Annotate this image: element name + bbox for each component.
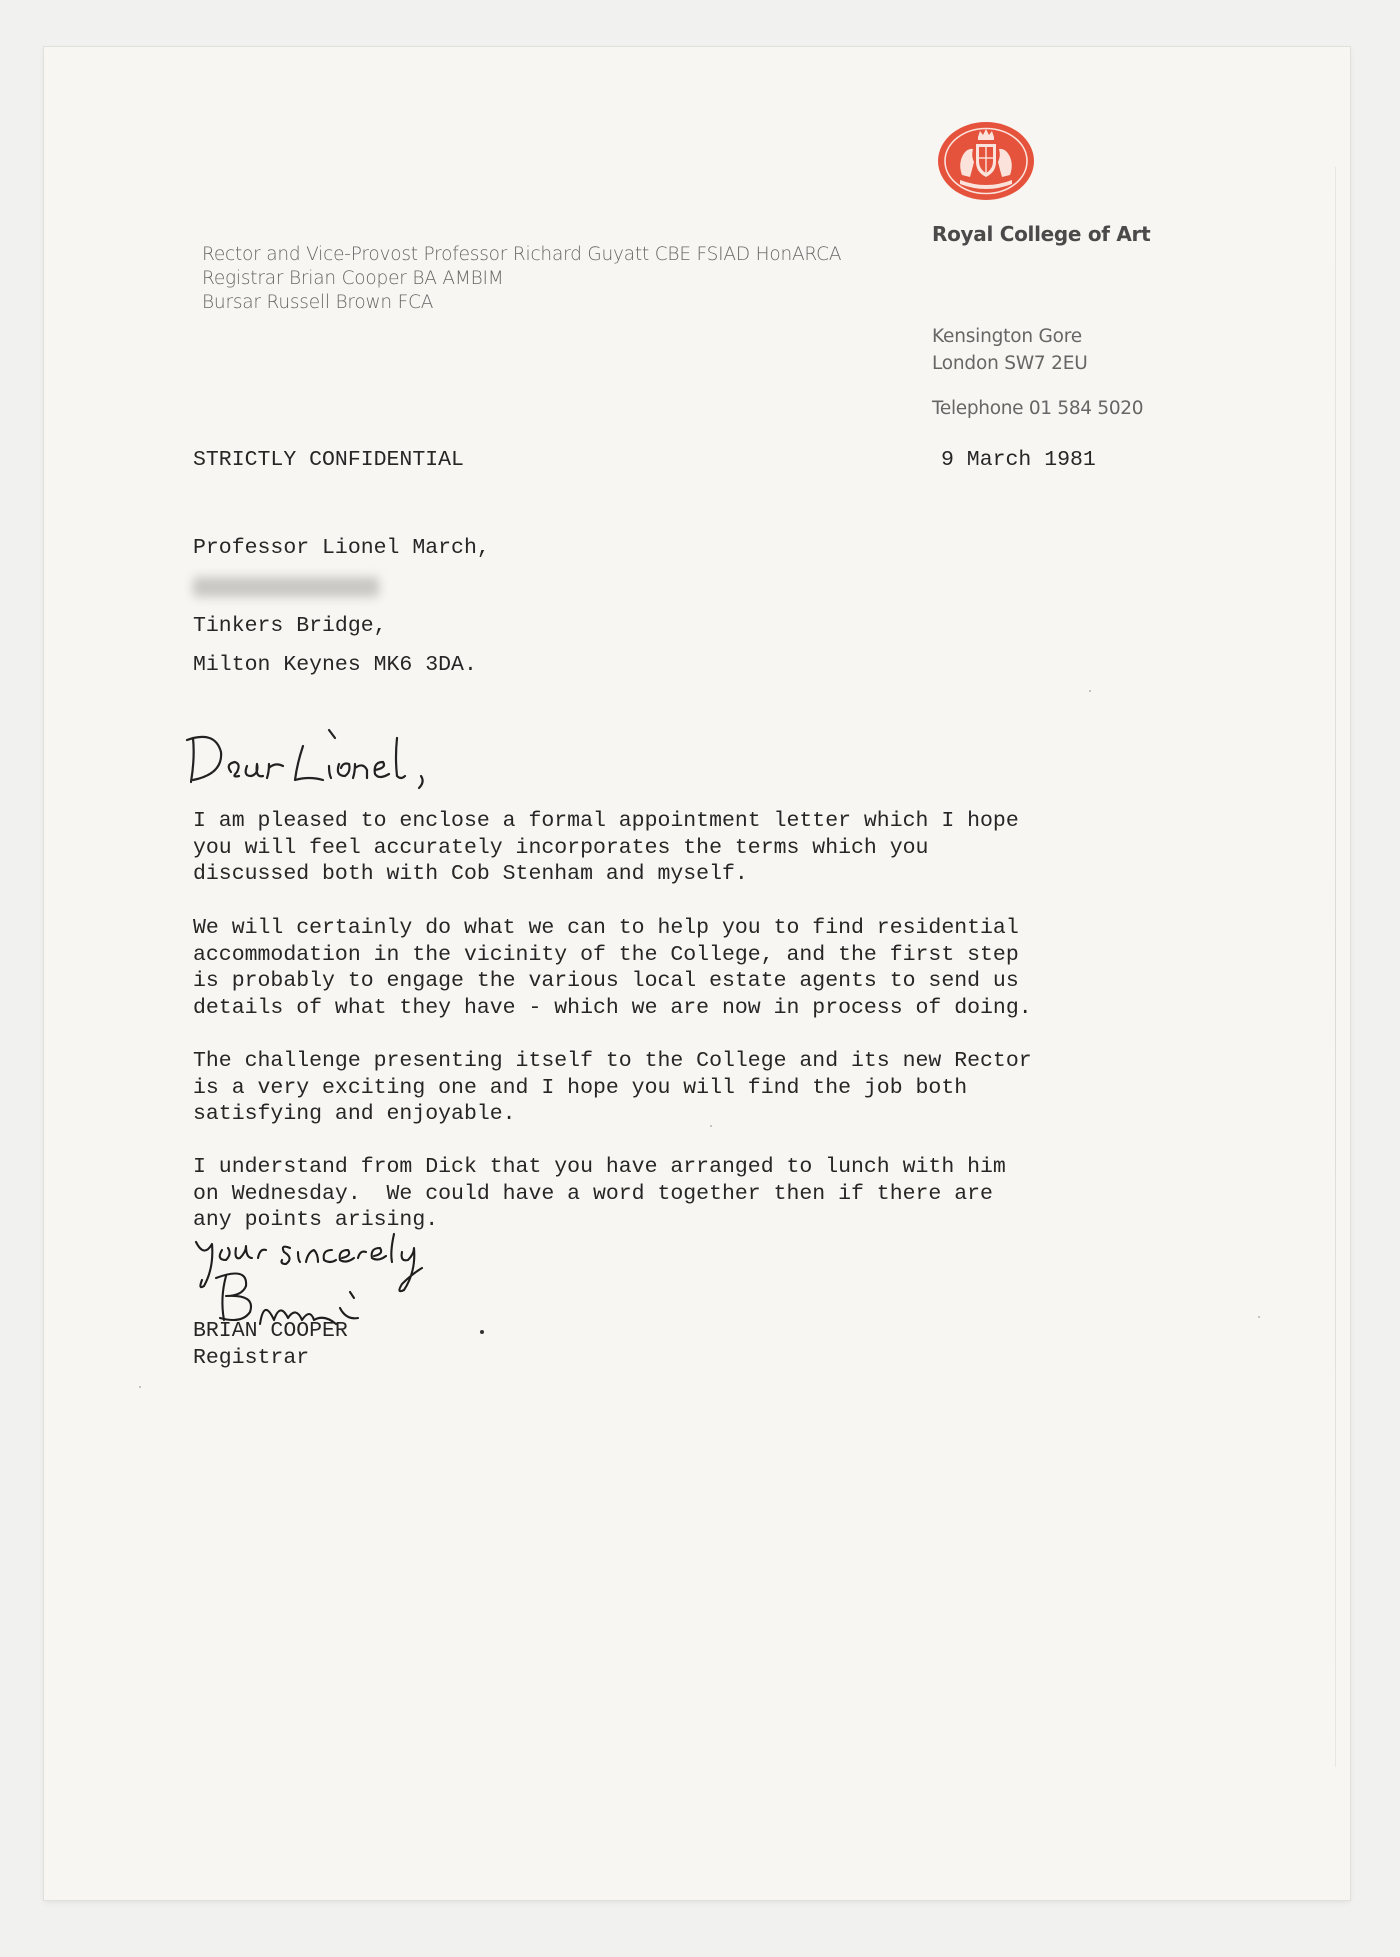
signer-title: Registrar — [193, 1345, 310, 1370]
paper-speck — [1089, 690, 1091, 692]
paper-speck — [139, 1386, 141, 1388]
page-edge-shadow — [1335, 167, 1336, 1767]
recipient-address — [193, 529, 490, 685]
recipient-name: Professor Lionel March, — [193, 536, 490, 560]
recipient-city: Milton Keynes MK6 3DA. — [193, 653, 477, 677]
signer-name: BRIAN COOPER — [193, 1319, 348, 1343]
paper-speck — [710, 1125, 712, 1127]
trailing-period — [480, 1330, 484, 1334]
officer-rector: Rector and Vice-Provost Professor Richard Guyatt CBE FSIAD HonARCA — [202, 244, 842, 265]
recipient-street-redacted — [193, 568, 490, 607]
address-line-street: Kensington Gore — [932, 326, 1082, 347]
body-paragraph-4: I understand from Dick that you have arranged to lunch with him on Wednesday. We could have a word together then if there are any points arising. — [193, 1155, 1006, 1232]
paper-speck — [1258, 1316, 1260, 1318]
officer-bursar: Bursar Russell Brown FCA — [202, 292, 434, 313]
college-name: Royal College of Art — [932, 222, 1151, 246]
royal-coat-of-arms-icon — [936, 120, 1036, 202]
body-paragraph-1: I am pleased to enclose a formal appointment letter which I hope you will feel accurately incorporates the terms which you discussed both with Cob Stenham and myself. — [193, 809, 1019, 886]
redaction-blur — [193, 577, 379, 597]
classification-label: STRICTLY CONFIDENTIAL — [193, 448, 464, 472]
officers-list — [202, 243, 841, 315]
handwritten-salutation — [183, 724, 483, 794]
letter-date: 9 March 1981 — [941, 448, 1096, 472]
officer-registrar: Registrar Brian Cooper BA AMBIM — [202, 268, 504, 289]
college-address — [932, 323, 1088, 377]
body-paragraph-3: The challenge presenting itself to the College and its new Rector is a very exciting one and I hope you will find the job both satisfying and enjoyable. — [193, 1049, 1032, 1126]
address-line-city: London SW7 2EU — [932, 353, 1088, 374]
signer-block — [193, 1318, 348, 1371]
college-telephone: Telephone 01 584 5020 — [932, 398, 1144, 419]
recipient-town: Tinkers Bridge, — [193, 614, 387, 638]
body-paragraph-2: We will certainly do what we can to help you to find residential accommodation in the vicinity of the College, and the first step is probably to engage the various local estate agents to send us details of what they have - which we are now in process of doing. — [193, 916, 1032, 1020]
